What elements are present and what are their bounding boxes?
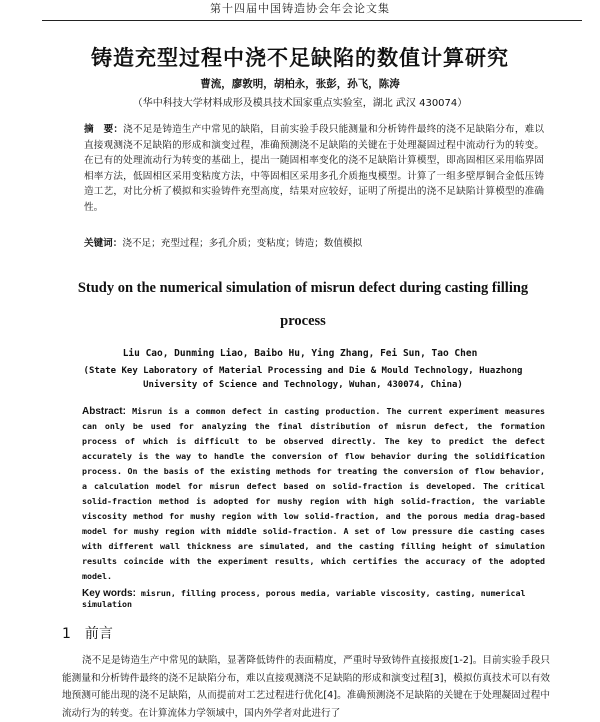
keywords-chinese-text: 浇不足；充型过程；多孔介质；变粘度；铸造；数值模拟 [122, 238, 363, 249]
section-heading [62, 623, 127, 643]
keywords-english-text: misrun, filling process, porous media, variable viscosity, casting, numerical simulation [82, 588, 526, 609]
keywords-english [82, 588, 552, 609]
paper-title-chinese: 铸造充型过程中浇不足缺陷的数值计算研究 [91, 46, 509, 70]
abstract-english [82, 404, 545, 584]
keywords-chinese-label: 关键词： [84, 238, 123, 249]
affiliation-english: (State Key Laboratory of Material Processing and Die & Mould Technology, Huazhong University of Science and Technology, Wuhan, 430074, China) [83, 366, 523, 390]
abstract-chinese-label: 摘 要： [84, 124, 124, 135]
header-rule [42, 20, 582, 21]
keywords-chinese [84, 235, 544, 249]
affiliation-chinese: （华中科技大学材料成形及模具技术国家重点实验室，湖北 武汉 430074） [132, 98, 468, 109]
abstract-chinese [84, 122, 544, 216]
section-number: 1 [62, 626, 71, 642]
abstract-chinese-text: 浇不足是铸造生产中常见的缺陷，目前实验手段只能测量和分析铸件最终的浇不足缺陷分布，难以直接观测浇不足缺陷的形成和演变过程，准确预测浇不足缺陷的关键在于处理凝固过程中流动行为的转变。在已有的处理流动行为转变的基础上，提出一随固相率变化的浇不足缺陷计算模型，即高固相区采用临界固相率方法，低固相区采用变粘度方法，中等固相区采用多孔介质拖曳模型。计算了一组多壁厚铜合金低压铸造工艺，对比分析了模拟和实验铸件充型高度，结果对应较好，证明了所提出的浇不足缺陷计算模型的准确性。 [84, 124, 545, 213]
section-title: 前言 [84, 626, 113, 642]
body-paragraph: 浇不足是铸造生产中常见的缺陷，显著降低铸件的表面精度，严重时导致铸件直接报废[1-2]。目前实验手段只能测量和分析铸件最终的浇不足缺陷分布，难以直接观测浇不足缺陷的形成和演变过程[3]，模拟仿真技术可以有效地预测可能出现的浇不足缺陷，从而提前对工艺过程进行优化[4]。准确预测浇不足缺陷的关键在于处理凝固过程中流动行为的转变。在计算流体力学领域中，国内外学者对此进行了 [62, 655, 550, 719]
paper-title-english: Study on the numerical simulation of misrun defect during casting filling process [77, 280, 529, 329]
keywords-english-label: Key words: [82, 588, 136, 599]
authors-chinese: 曹流，廖敦明，胡柏永，张彭，孙飞，陈涛 [200, 78, 400, 90]
abstract-english-label: Abstract: [82, 406, 126, 417]
abstract-english-text: Misrun is a common defect in casting production. The current experiment measures can only be used for analyzing the final distribution of misrun defect, the formation process of which is difficult to be observed directly. The key to predict the defect accurately is the way to handle the conversion of flow behavior during the solidification process. On the basis of the existing methods for treating the conversion of flow behavior, a calculation model for misrun defect based on solid-fraction is developed. The critical solid-fraction method is adopted for mushy region with high solid-fraction, the variable viscosity method for mushy region with low solid-fraction, and the porous media drag-based model for mushy region with middle solid-fraction. A set of low pressure die casting cases with different wall thickness are simulated, and the casting filling height of simulation results coincide with the experiment results, which certifies the accuracy of the adopted model. [82, 406, 545, 581]
running-header: 第十四届中国铸造协会年会论文集 [210, 2, 390, 15]
authors-english: Liu Cao, Dunming Liao, Baibo Hu, Ying Zhang, Fei Sun, Tao Chen [122, 348, 478, 359]
